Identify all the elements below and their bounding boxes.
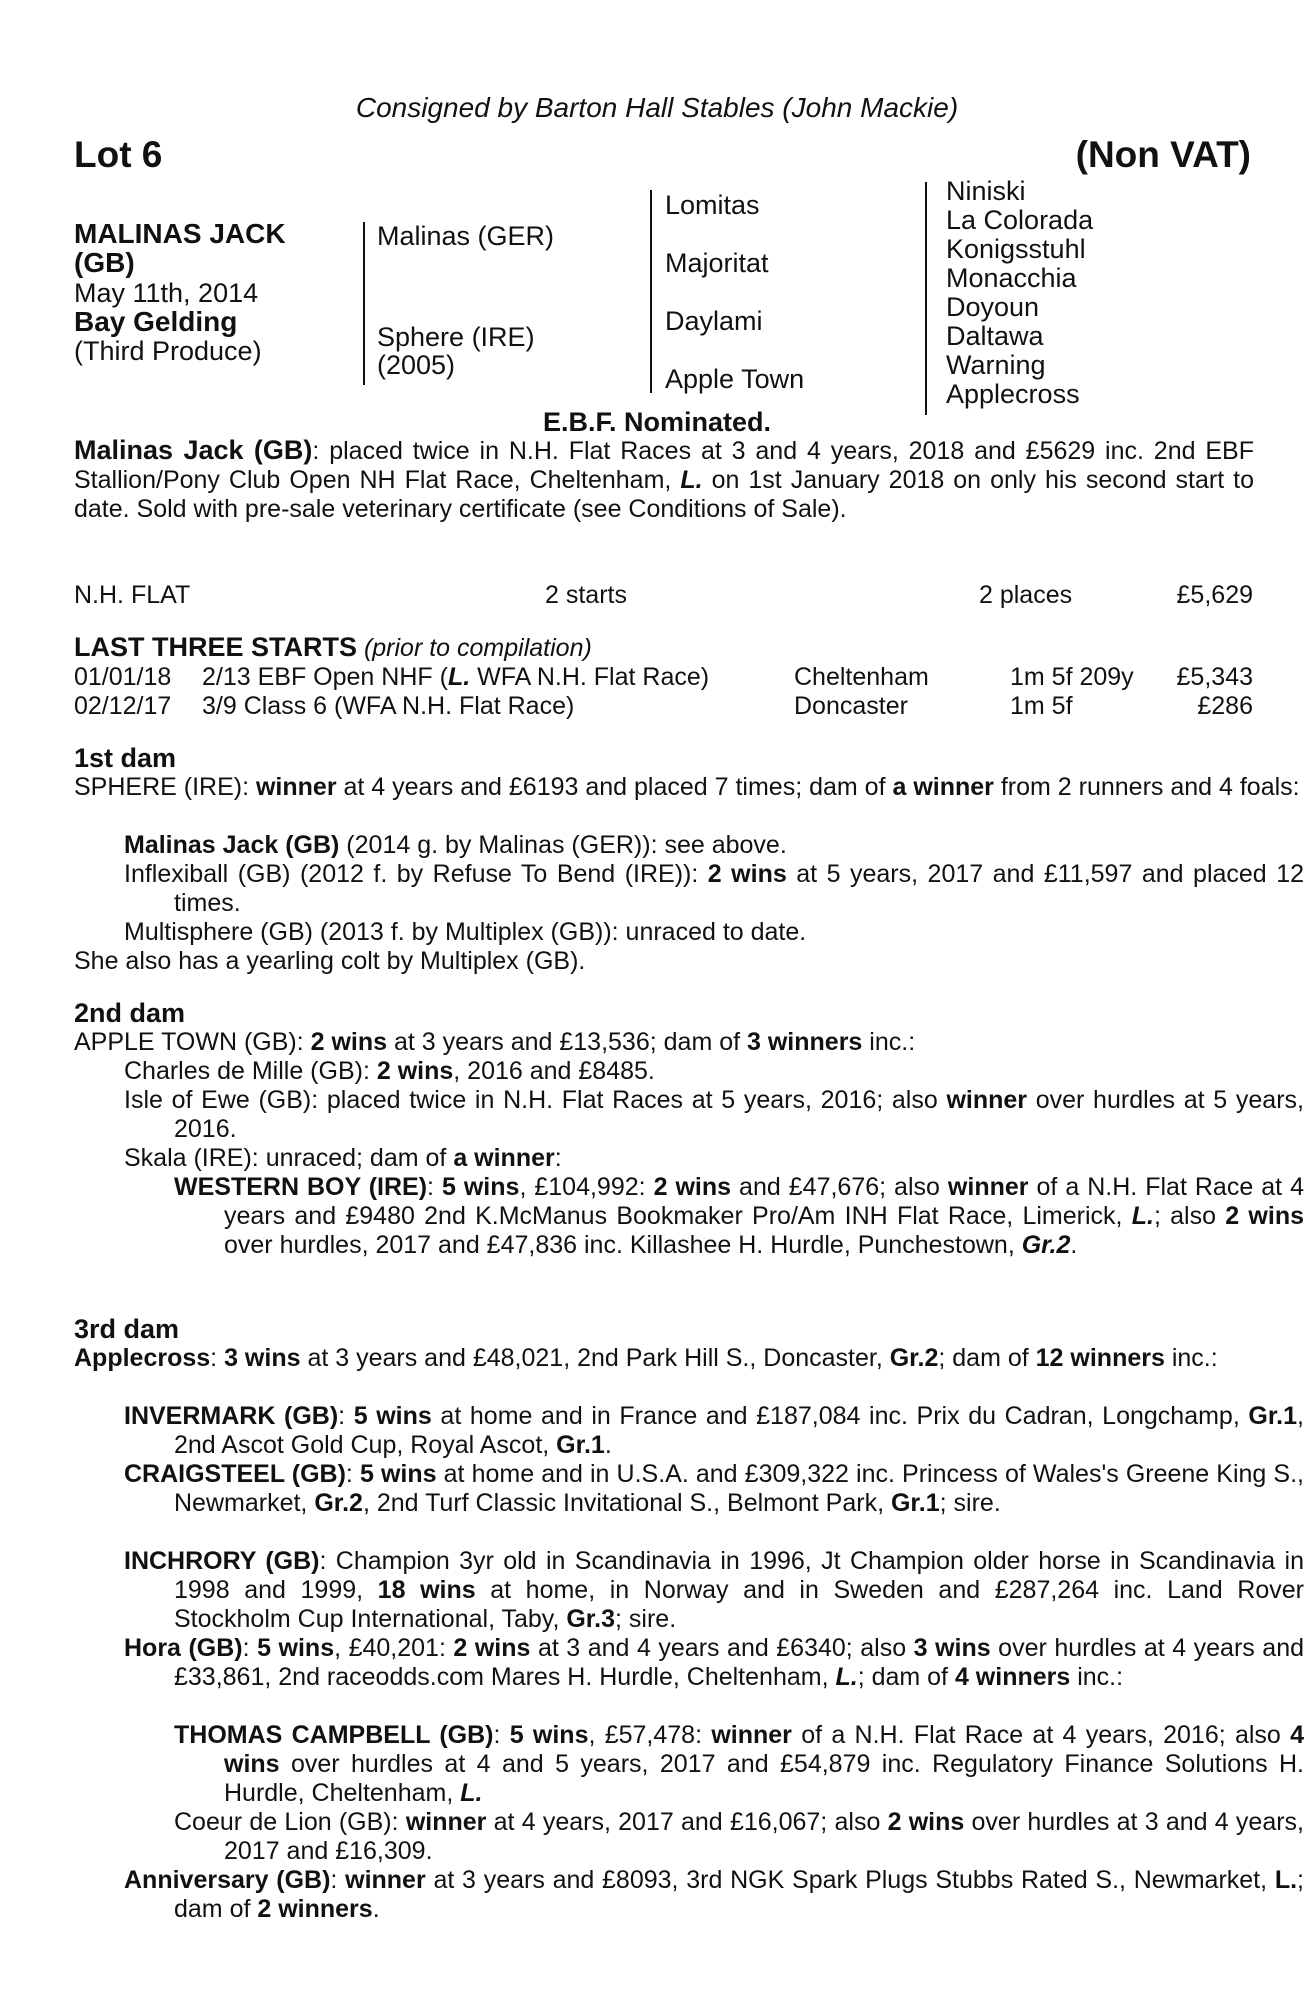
pedigree-sire-sire: Lomitas bbox=[665, 190, 760, 220]
pedigree-gen3-2: La Colorada bbox=[946, 205, 1094, 235]
start-row-course: Cheltenham bbox=[794, 663, 929, 691]
first-dam-intro: SPHERE (IRE): winner at 4 years and £6193 and placed 7 times; dam of a winner from 2 runners and 4 foals: bbox=[74, 773, 1300, 801]
start-row-date: 02/12/17 bbox=[74, 692, 172, 720]
start-row-race: 2/13 EBF Open NHF (L. WFA N.H. Flat Race) bbox=[202, 663, 710, 691]
second-dam-intro: APPLE TOWN (GB): 2 wins at 3 years and £13,536; dam of 3 winners inc.: bbox=[74, 1028, 916, 1056]
pedigree-dam-year: (2005) bbox=[377, 350, 456, 380]
produce-multisphere: Multisphere (GB) (2013 f. by Multiplex (GB)): unraced to date. bbox=[124, 918, 807, 946]
pedigree-divider-1 bbox=[363, 222, 365, 385]
lot-number: Lot 6 bbox=[74, 134, 163, 175]
pedigree-gen3-6: Daltawa bbox=[946, 321, 1044, 351]
produce-skala: Skala (IRE): unraced; dam of a winner: bbox=[124, 1144, 562, 1172]
start-row-date: 01/01/18 bbox=[74, 663, 172, 691]
start-row-distance: 1m 5f 209y bbox=[1010, 663, 1134, 691]
pedigree-gen3-3: Konigsstuhl bbox=[946, 234, 1086, 264]
horse-colour-sex: Bay Gelding bbox=[74, 306, 238, 337]
produce-western-boy: WESTERN BOY (IRE): 5 wins, £104,992: 2 wins and £47,676; also winner of a N.H. Flat Race at 4 years and £9480 2nd K.McManus Bookmaker Pro/Am INH Flat Race, Limerick, L.; also 2 wins over hurdles, 2017 and £47,836 inc. Killashee H. Hurdle, Punchestown, Gr.2. bbox=[174, 1173, 1304, 1259]
horse-produce: (Third Produce) bbox=[74, 336, 262, 366]
start-row-race: 3/9 Class 6 (WFA N.H. Flat Race) bbox=[202, 692, 575, 720]
produce-thomas-campbell: THOMAS CAMPBELL (GB): 5 wins, £57,478: winner of a N.H. Flat Race at 4 years, 2016; also 4 wins over hurdles at 4 and 5 years, 2017 and £54,879 inc. Regulatory Finance Solutions H. Hurdle, Cheltenham, L. bbox=[174, 1721, 1305, 1807]
summary-horse-name: Malinas Jack (GB) bbox=[74, 435, 313, 465]
record-places: 2 places bbox=[979, 581, 1073, 609]
horse-country: (GB) bbox=[74, 247, 135, 278]
consignor-line: Consigned by Barton Hall Stables (John Mackie) bbox=[355, 92, 959, 123]
start-row-prize: £286 bbox=[1197, 692, 1253, 720]
start-row-course: Doncaster bbox=[794, 692, 908, 720]
third-dam-intro: Applecross: 3 wins at 3 years and £48,021, 2nd Park Hill S., Doncaster, Gr.2; dam of 12 winners inc.: bbox=[74, 1344, 1218, 1372]
pedigree-gen3-8: Applecross bbox=[946, 379, 1080, 409]
pedigree-sire: Malinas (GER) bbox=[377, 221, 555, 251]
pedigree-divider-3 bbox=[925, 182, 927, 415]
pedigree-gen3-5: Doyoun bbox=[946, 292, 1040, 322]
start-row-distance: 1m 5f bbox=[1010, 692, 1073, 720]
produce-invermark: INVERMARK (GB): 5 wins at home and in France and £187,084 inc. Prix du Cadran, Longchamp, Gr.1, 2nd Ascot Gold Cup, Royal Ascot, Gr.1. bbox=[124, 1402, 1304, 1459]
vat-status: (Non VAT) bbox=[1075, 134, 1251, 175]
ebf-nominated: E.B.F. Nominated. bbox=[542, 407, 772, 437]
pedigree-dam: Sphere (IRE) bbox=[377, 322, 535, 352]
first-dam-heading: 1st dam bbox=[74, 743, 177, 773]
produce-craigsteel: CRAIGSTEEL (GB): 5 wins at home and in U.S.A. and £309,322 inc. Princess of Wales's Greene King S., Newmarket, Gr.2, 2nd Turf Classic Invitational S., Belmont Park, Gr.1; sire. bbox=[124, 1460, 1304, 1517]
produce-isle-of-ewe: Isle of Ewe (GB): placed twice in N.H. Flat Races at 5 years, 2016; also winner over hurdles at 5 years, 2016. bbox=[124, 1086, 1304, 1143]
pedigree-gen3-4: Monacchia bbox=[946, 263, 1077, 293]
pedigree-dam-dam: Apple Town bbox=[665, 364, 805, 394]
pedigree-gen3-1: Niniski bbox=[946, 176, 1026, 206]
pedigree-sire-dam: Majoritat bbox=[665, 248, 769, 278]
produce-anniversary: Anniversary (GB): winner at 3 years and £8093, 3rd NGK Spark Plugs Stubbs Rated S., Newmarket, L.; dam of 2 winners. bbox=[124, 1866, 1304, 1923]
yearling-note: She also has a yearling colt by Multiplex (GB). bbox=[74, 947, 586, 975]
record-earnings: £5,629 bbox=[1176, 581, 1253, 609]
third-dam-heading: 3rd dam bbox=[74, 1314, 180, 1344]
pedigree-divider-2 bbox=[650, 190, 652, 393]
produce-hora: Hora (GB): 5 wins, £40,201: 2 wins at 3 and 4 years and £6340; also 3 wins over hurdles at 4 years and £33,861, 2nd raceodds.com Mares H. Hurdle, Cheltenham, L.; dam of 4 winners inc.: bbox=[124, 1634, 1305, 1691]
record-starts: 2 starts bbox=[545, 581, 627, 609]
produce-inchrory: INCHRORY (GB): Champion 3yr old in Scandinavia in 1996, Jt Champion older horse in Scandinavia in 1998 and 1999, 18 wins at home, in Norway and in Sweden and £287,264 inc. Land Rover Stockholm Cup International, Taby, Gr.3; sire. bbox=[124, 1547, 1304, 1633]
second-dam-heading: 2nd dam bbox=[74, 998, 186, 1028]
produce-inflexiball: Inflexiball (GB) (2012 f. by Refuse To Bend (IRE)): 2 wins at 5 years, 2017 and £11,597 and placed 12 times. bbox=[124, 860, 1305, 917]
start-row-prize: £5,343 bbox=[1176, 663, 1253, 691]
horse-dob: May 11th, 2014 bbox=[74, 278, 259, 308]
record-label: N.H. FLAT bbox=[74, 581, 191, 609]
listed-grade: L. bbox=[680, 466, 703, 494]
produce-coeur-de-lion: Coeur de Lion (GB): winner at 4 years, 2017 and £16,067; also 2 wins over hurdles at 3 and 4 years, 2017 and £16,309. bbox=[174, 1808, 1304, 1865]
summary-paragraph: Malinas Jack (GB): placed twice in N.H. Flat Races at 3 and 4 years, 2018 and £5629 inc. 2nd EBF Stallion/Pony Club Open NH Flat Race, Cheltenham, L. on 1st January 2018 on only his second start to date. Sold with pre-sale veterinary certificate (see Conditions of Sale). bbox=[74, 435, 1254, 523]
horse-name: MALINAS JACK bbox=[74, 218, 286, 249]
last-three-heading: LAST THREE STARTS (prior to compilation) bbox=[74, 632, 592, 662]
produce-malinas-jack: Malinas Jack (GB) (2014 g. by Malinas (GER)): see above. bbox=[124, 831, 787, 859]
produce-charles-de-mille: Charles de Mille (GB): 2 wins, 2016 and £8485. bbox=[124, 1057, 655, 1085]
pedigree-dam-sire: Daylami bbox=[665, 306, 763, 336]
pedigree-gen3-7: Warning bbox=[946, 350, 1046, 380]
